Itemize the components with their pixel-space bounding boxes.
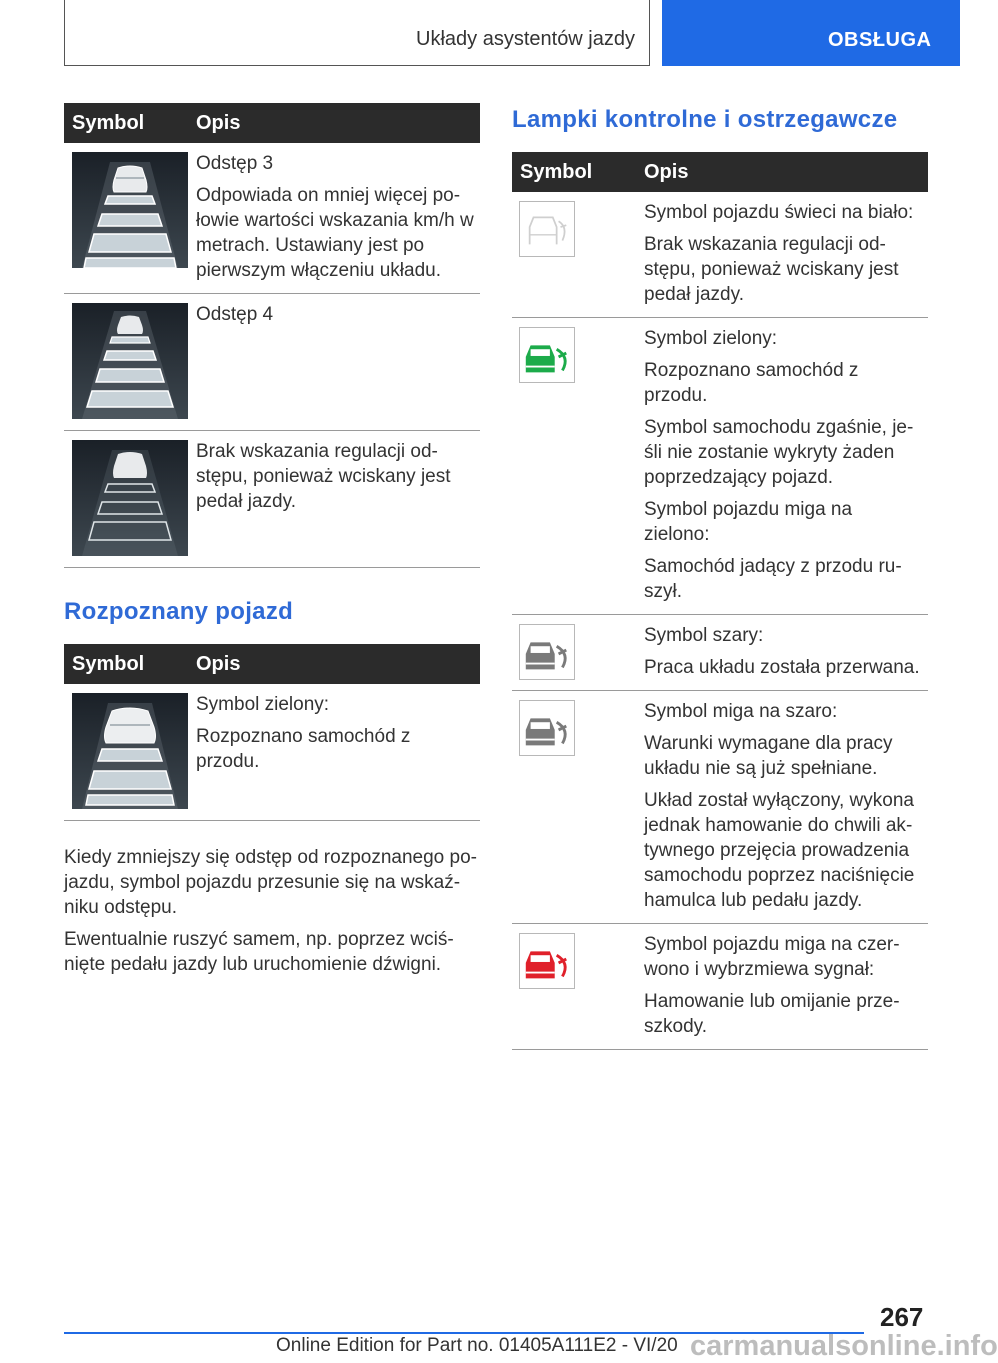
distance-table — [64, 103, 480, 568]
table-row: Symbol pojazdu świeci na biało: Brak wskazania regulacji odstępu, ponieważ wciskany jest pedał jazdy. — [512, 192, 928, 318]
vehicle-detected-icon — [72, 693, 188, 809]
vehicle-green-icon — [519, 327, 575, 383]
header-section-box — [64, 0, 650, 66]
description-column-header: Opis — [644, 160, 689, 183]
table-row: Symbol zielony: Rozpoznano samochód z przodu. Symbol samochodu zgaśnie, jeśli nie zostanie wykryty żaden poprzedzający pojazd. Symbol pojazdu miga na zielono: Samochód jadący z przodu ruszył. — [512, 318, 928, 615]
section-heading-detected: Rozpoznany pojazd — [64, 598, 294, 625]
table-row: Symbol pojazdu miga na czerwono i wybrzmiewa sygnał: Hamowanie lub omijanie przeszkody. — [512, 924, 928, 1050]
table-row: Symbol szary: Praca układu została przerwana. — [512, 615, 928, 691]
following-distance-3-icon — [72, 152, 188, 268]
symbol-column-header: Symbol — [72, 111, 145, 134]
table-header-row — [64, 103, 480, 143]
distance-display-off-icon — [72, 440, 188, 556]
detected-vehicle-table — [64, 644, 480, 821]
section-title: Układy asystentów jazdy — [416, 28, 635, 50]
following-distance-4-icon — [72, 303, 188, 419]
indicator-lamps-table — [512, 152, 928, 1050]
table-row: Brak wskazania regulacji odstępu, ponieważ wciskany jest pedał jazdy. — [64, 431, 480, 568]
page-number: 267 — [880, 1302, 924, 1332]
watermark-text: carmanualsonline.info — [690, 1330, 998, 1362]
chapter-title: OBSŁUGA — [828, 29, 932, 51]
symbol-column-header: Symbol — [72, 652, 145, 675]
description-column-header: Opis — [196, 111, 241, 134]
detected-body-text: Kiedy zmniejszy się odstęp od rozpoznanego pojazdu, symbol pojazdu przesunie się na wskaźniku odstępu. Ewentualnie ruszyć samem, np. poprzez wciśnięte pedału jazdy lub uruchomienie dźwigni. — [64, 847, 477, 975]
left-column — [64, 103, 480, 984]
vehicle-red-warning-icon — [519, 933, 575, 989]
table-row: Symbol zielony: Rozpoznano samochód z przodu. — [64, 684, 480, 821]
vehicle-gray-icon — [519, 624, 575, 680]
right-column — [512, 103, 928, 1050]
vehicle-white-icon — [519, 201, 575, 257]
header-chapter-tab[interactable] — [662, 0, 960, 66]
symbol-column-header: Symbol — [520, 160, 593, 183]
table-header-row — [512, 152, 928, 192]
table-row: Odstęp 3 Odpowiada on mniej więcej połowie wartości wskazania km/h w metrach. Ustawiany jest po pierwszym włączeniu układu. — [64, 143, 480, 294]
section-heading-lamps: Lampki kontrolne i ostrzegawcze — [512, 106, 898, 133]
table-row: Symbol miga na szaro: Warunki wymagane dla pracy układu nie są już spełniane. Układ został wyłączony, wykona jednak hamowanie do chwili aktywnego przejęcia prowadzenia samochodu poprzez naciśnięcie hamulca lub pedału jazdy. — [512, 691, 928, 924]
edition-text: Online Edition for Part no. 01405A111E2 - VI/20 — [276, 1335, 678, 1356]
vehicle-gray-blink-icon — [519, 700, 575, 756]
table-row: Odstęp 4 — [64, 294, 480, 431]
table-header-row — [64, 644, 480, 684]
description-column-header: Opis — [196, 652, 241, 675]
